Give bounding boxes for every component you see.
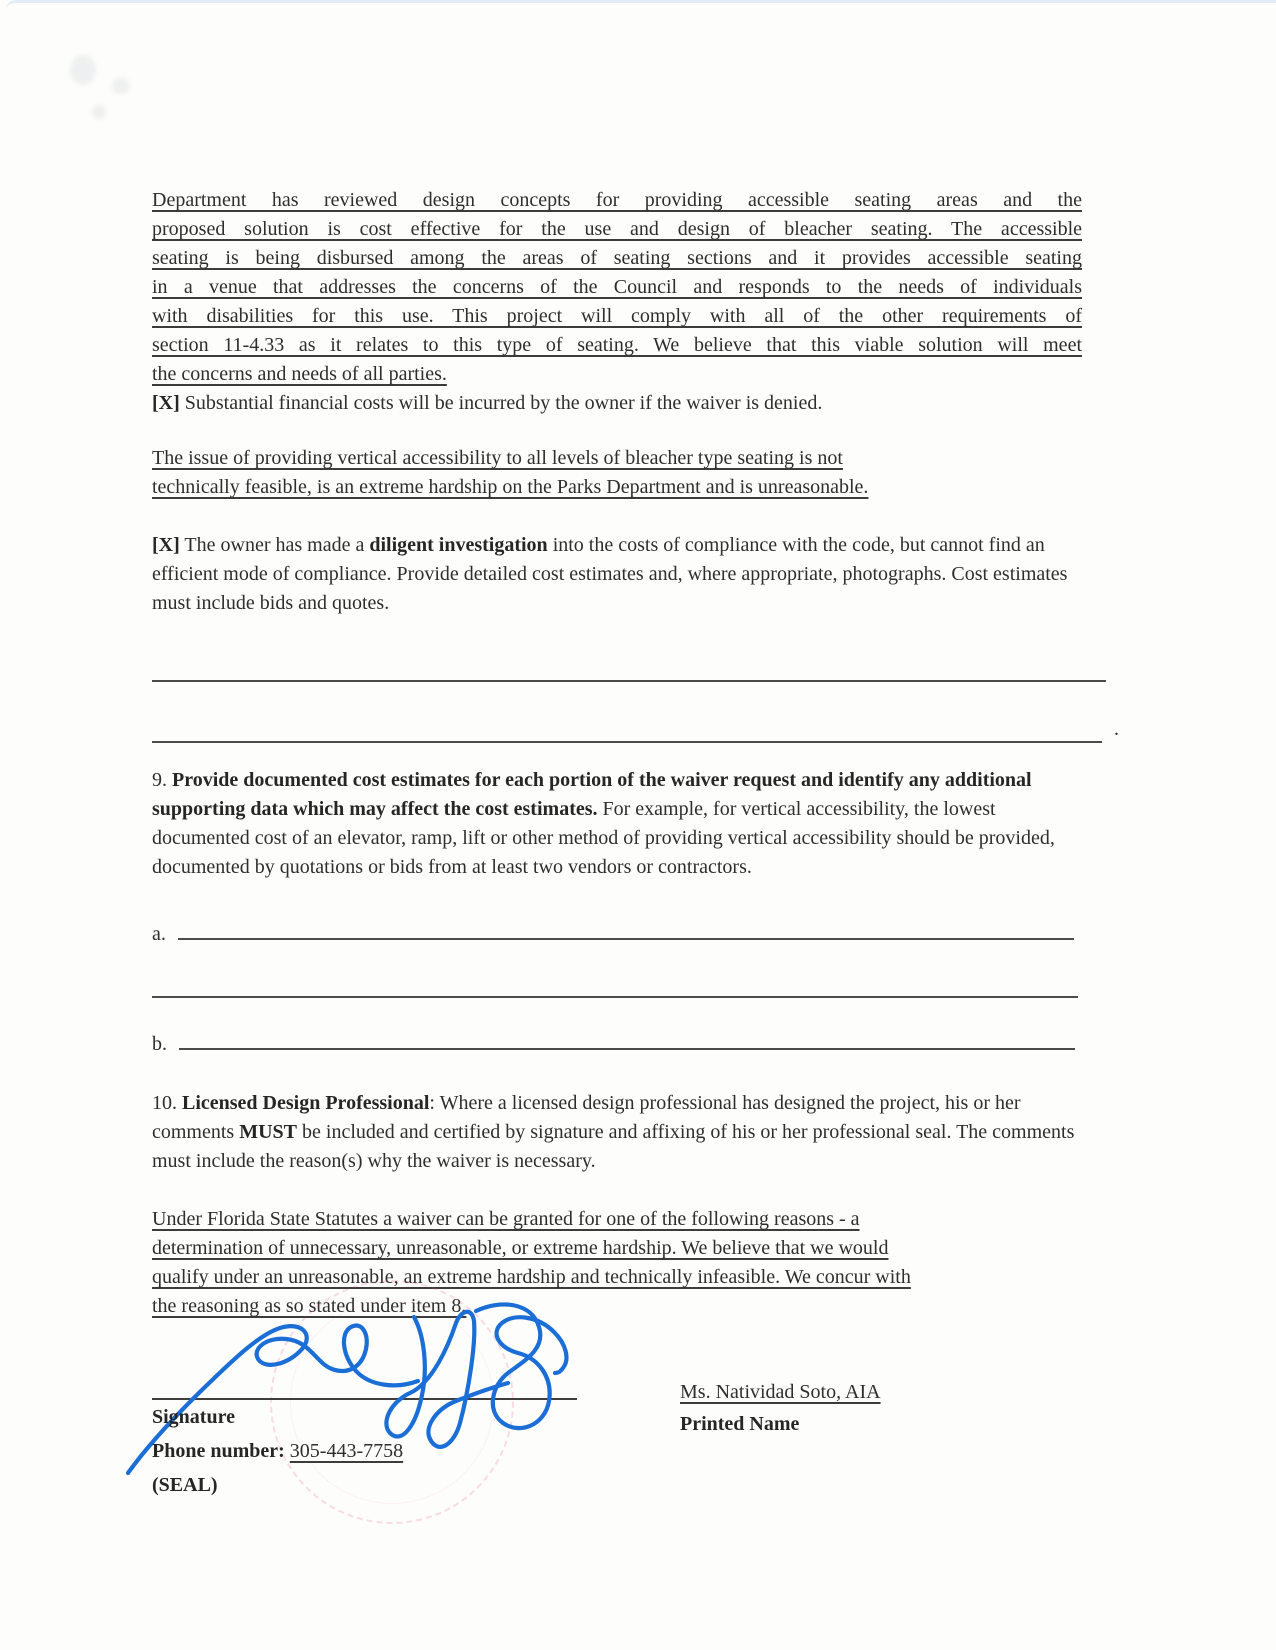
document-body [152, 0, 1119, 1321]
phone-number-row [152, 1437, 403, 1466]
text-line: Department has reviewed design concepts for providing accessible seating areas and the [152, 189, 1082, 211]
blank-write-in-line-1 [152, 680, 1106, 682]
item-10-rest-text: be included and certified by signature and affixing of his or her professional seal. The comments must include the reason(s) why the waiver is necessary. [152, 1121, 1075, 1172]
text-line: The issue of providing vertical accessibility to all levels of bleacher type seating is not [152, 447, 843, 469]
item-9-rest-text: For example, for vertical accessibility, the lowest documented cost of an elevator, ramp, lift or other method of providing vertical accessibility should be provided, documented by quotations or bids from at least two vendors or contractors. [152, 798, 1055, 878]
item-10-mid-text: : Where a licensed design professional has designed the project, his or her comments [152, 1092, 1021, 1143]
checkbox-statement-financial-costs [152, 389, 1082, 418]
paragraph-accessible-seating [152, 186, 1082, 389]
seal-label: (SEAL) [152, 1474, 218, 1496]
item-10-bold-title: Licensed Design Professional [182, 1092, 430, 1114]
checkbox-x-mark: [X] [152, 392, 180, 414]
item-10-licensed-design-professional [152, 1089, 1082, 1176]
checkbox-statement-diligent-investigation [152, 531, 1082, 618]
text-line: proposed solution is cost effective for the use and design of bleacher seating. The accessible [152, 218, 1082, 240]
phone-number-value: 305-443-7758 [289, 1440, 404, 1462]
paragraph-vertical-accessibility [152, 444, 1082, 502]
text-line: determination of unnecessary, unreasonable, or extreme hardship. We believe that we would [152, 1237, 889, 1259]
text-line: the concerns and needs of all parties. [152, 363, 447, 385]
answer-row-b [152, 1030, 1082, 1059]
phone-number-label: Phone number: [152, 1440, 285, 1462]
scan-smudge [92, 105, 106, 119]
text-line: Under Florida State Statutes a waiver can be granted for one of the following reasons - a [152, 1208, 860, 1230]
text-line: section 11-4.33 as it relates to this type of seating. We believe that this viable solution will meet [152, 334, 1082, 356]
answer-b-label: b. [152, 1033, 167, 1055]
text-line: qualify under an unreasonable, an extreme hardship and technically infeasible. We concur with [152, 1266, 911, 1288]
item-10-bold-must: MUST [239, 1121, 298, 1143]
signature-label: Signature [152, 1406, 235, 1428]
scan-smudge [70, 55, 96, 85]
text-line: seating is being disbursed among the areas of seating sections and it provides accessible seating [152, 247, 1082, 269]
statement-text-pre: The owner has made a [184, 534, 370, 556]
text-line: the reasoning as so stated under item 8. [152, 1295, 467, 1317]
answer-a-label: a. [152, 923, 166, 945]
answer-row-a [152, 920, 1082, 949]
item-9-bold-text: Provide documented cost estimates for each portion of the waiver request and identify any additional supporting data which may affect the cost estimates. [152, 769, 1032, 820]
item-10-number: 10. [152, 1092, 182, 1114]
answer-a-blank-line [178, 920, 1074, 940]
text-line: technically feasible, is an extreme hardship on the Parks Department and is unreasonable. [152, 476, 869, 498]
printed-name-value: Ms. Natividad Soto, AIA [680, 1381, 881, 1403]
statement-text-bold: diligent investigation [369, 534, 548, 556]
printed-name-label: Printed Name [680, 1413, 800, 1435]
answer-a-continuation-line [152, 996, 1078, 998]
checkbox-x-mark: [X] [152, 534, 180, 556]
item-9-number: 9. [152, 769, 172, 791]
answer-b-blank-line [179, 1030, 1075, 1050]
end-of-line-period: . [1114, 718, 1119, 740]
item-9-cost-estimates [152, 766, 1082, 882]
text-line: in a venue that addresses the concerns of the Council and responds to the needs of individuals [152, 276, 1082, 298]
checkbox-statement-text: Substantial financial costs will be incurred by the owner if the waiver is denied. [184, 392, 823, 414]
statement-text-post: into the costs of compliance with the code, but cannot find an efficient mode of compliance. Provide detailed cost estimates and, where appropriate, photographs. Cost estimates must include bids and quotes. [152, 534, 1068, 614]
blank-write-in-line-2 [152, 718, 1119, 743]
scan-smudge [112, 78, 130, 94]
text-line: with disabilities for this use. This project will comply with all of the other requirements of [152, 305, 1082, 327]
